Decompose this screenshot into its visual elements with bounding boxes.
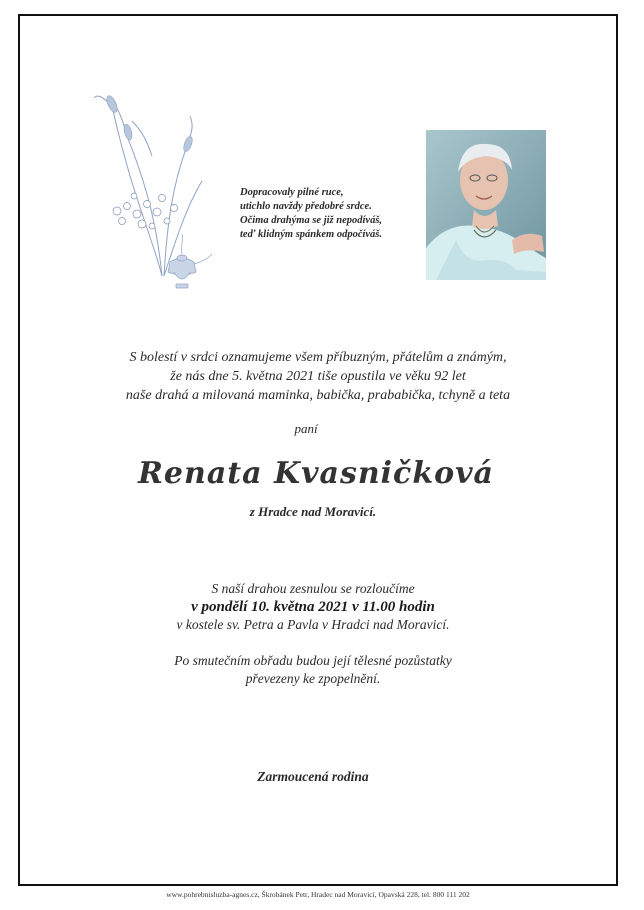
deceased-origin: z Hradce nad Moravicí.	[249, 504, 377, 519]
honorific: paní	[294, 421, 318, 436]
family-signature: Zarmoucená rodina	[257, 769, 369, 784]
funeral-service-footer: www.pohrebnisluzba-agnes.cz, Škrobánek Petr, Hradec nad Moravicí, Opavská 228, tel. 800 111 202	[166, 890, 470, 899]
memorial-poem	[240, 186, 430, 242]
funeral-datetime: v pondělí 10. května 2021 v 11.00 hodin	[191, 599, 435, 615]
flower-lamp-illustration	[92, 86, 220, 302]
poem-line: Očima drahýma se již nepodíváš,	[240, 215, 383, 226]
poem-line: Dopracovaly pilné ruce,	[240, 187, 344, 198]
funeral-place: v kostele sv. Petra a Pavla v Hradci nad Moravicí.	[176, 617, 450, 632]
funeral-details	[0, 580, 626, 634]
announcement-line: naše drahá a milovaná maminka, babička, prababička, tchyně a teta	[125, 388, 511, 403]
cremation-line: převezeny ke zpopelnění.	[245, 671, 381, 686]
announcement-line: S bolestí v srdci oznamujeme všem příbuzným, přátelům a známým,	[129, 350, 507, 365]
deceased-name: Renata Kvasničková	[138, 456, 494, 491]
poem-line: utichlo navždy předobré srdce.	[240, 201, 372, 212]
portrait-photo	[426, 130, 546, 280]
cremation-note	[0, 652, 626, 688]
cremation-line: Po smutečním obřadu budou její tělesné pozůstatky	[174, 653, 452, 668]
farewell-intro: S naší drahou zesnulou se rozloučíme	[211, 581, 415, 596]
poem-line: teď klidným spánkem odpočíváš.	[240, 229, 383, 240]
announcement-line: že nás dne 5. května 2021 tiše opustila ve věku 92 let	[170, 369, 466, 384]
announcement-text	[0, 348, 636, 405]
